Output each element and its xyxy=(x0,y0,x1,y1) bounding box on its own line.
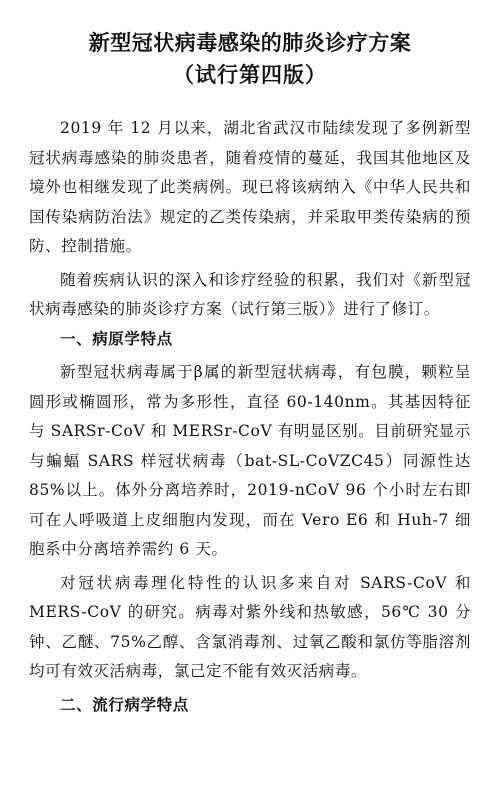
document-body xyxy=(29,114,471,720)
intro-paragraph-2: 随着疾病认识的深入和诊疗经验的积累，我们对《新型冠状病毒感染的肺炎诊疗方案（试行第三版）》进行了修订。 xyxy=(29,270,471,318)
etiology-paragraph-1: 新型冠状病毒属于β属的新型冠状病毒，有包膜，颗粒呈圆形或椭圆形，常为多形性，直径 60-140nm。其基因特征与 SARSr-CoV 和 MERSr-CoV 有明显区别。目前研究显示与蝙蝠 SARS 样冠状病毒（bat-SL-CoVZC45）同源性达 85%以上。体外分离培养时，2019-nCoV 96 个小时左右即可在人呼吸道上皮细胞内发现，而在 Vero E6 和 Huh-7 细胞系中分离培养需约 6 天。 xyxy=(29,363,471,558)
document-subtitle: （试行第四版） xyxy=(173,63,327,87)
document-title: 新型冠状病毒感染的肺炎诊疗方案 xyxy=(88,31,412,55)
intro-paragraph-1: 2019 年 12 月以来，湖北省武汉市陆续发现了多例新型冠状病毒感染的肺炎患者，随着疫情的蔓延，我国其他地区及境外也相继发现了此类病例。现已将该病纳入《中华人民共和国传染病防治法》规定的乙类传染病，并采取甲类传染病的预防、控制措施。 xyxy=(29,119,471,255)
section-heading-etiology: 一、病原学特点 xyxy=(60,329,173,348)
section-heading-epidemiology: 二、流行病学特点 xyxy=(60,695,189,714)
etiology-paragraph-2: 对冠状病毒理化特性的认识多来自对 SARS-CoV 和 MERS-CoV 的研究。病毒对紫外线和热敏感，56℃ 30 分钟、乙醚、75%乙醇、含氯消毒剂、过氧乙酸和氯仿等脂溶剂均可有效灭活病毒，氯己定不能有效灭活病毒。 xyxy=(29,573,471,680)
